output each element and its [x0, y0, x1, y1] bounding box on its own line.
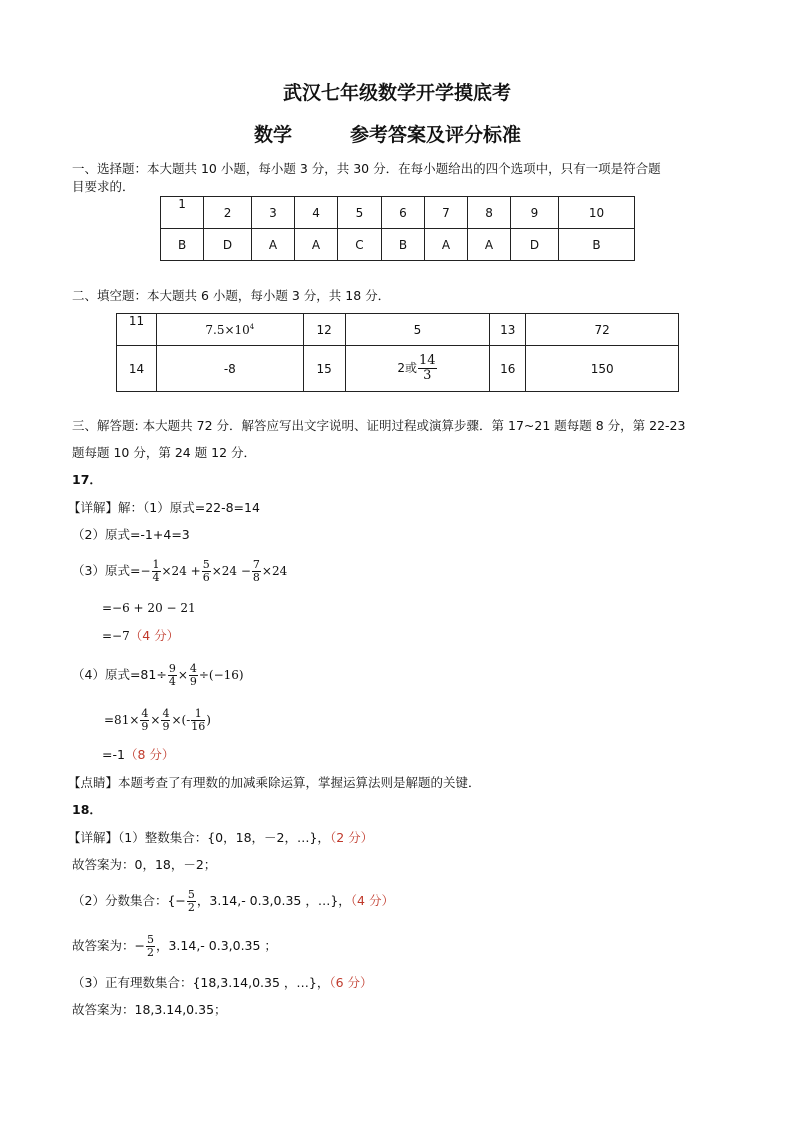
numerator: 9 — [168, 662, 176, 675]
answer-cell — [156, 314, 303, 346]
q18-part2-prefix: （2）分数集合：{− — [72, 893, 186, 908]
subtitle: 参考答案及评分标准 — [350, 124, 522, 146]
q-num: 10 — [558, 197, 634, 229]
answer-11-base: 7.5×10 — [205, 322, 250, 337]
q-num: 8 — [468, 197, 511, 229]
expr: ，3.14,- 0.3,0.35 ； — [155, 938, 277, 953]
expr: ÷(−16) — [198, 668, 244, 682]
expr: ×24 + — [161, 564, 201, 578]
q-num: 5 — [338, 197, 382, 229]
denominator: 9 — [189, 675, 197, 688]
q17-part1: 解：（1）原式=22-8=14 — [118, 500, 260, 515]
minus: − — [140, 564, 151, 578]
section3-intro-2: 题每题 10 分，第 24 题 12 分． — [72, 445, 257, 460]
subject-label: 数学 — [254, 124, 293, 146]
score-badge: （2 分） — [329, 830, 374, 845]
q-num: 16 — [490, 346, 526, 392]
fill-row-2 — [117, 346, 679, 392]
numerator: 5 — [202, 558, 210, 571]
denominator: 2 — [146, 946, 154, 959]
denominator: 2 — [187, 901, 195, 914]
choice-answer-table — [160, 196, 635, 261]
answer-cell: B — [161, 229, 204, 261]
q-num: 15 — [303, 346, 345, 392]
comment-text: 本题考查了有理数的加减乘除运算，掌握运算法则是解题的关键． — [118, 775, 481, 790]
q18-part3: （3）正有理数集合：{18,3.14,0.35 ，…}， — [72, 975, 330, 990]
fill-answer-table — [116, 313, 679, 392]
fraction — [161, 708, 170, 733]
answer-cell: 72 — [526, 314, 679, 346]
section1-intro-1: 一、选择题：本大题共 10 小题，每小题 3 分，共 30 分．在每小题给出的四个选项中，只有一项是符合题 — [72, 161, 661, 176]
q-num: 6 — [381, 197, 424, 229]
fraction — [146, 934, 155, 959]
answer-cell: B — [558, 229, 634, 261]
q17-part3-prefix: （3）原式= — [72, 563, 141, 578]
numerator: 5 — [187, 888, 195, 901]
fraction — [187, 889, 196, 914]
section2-intro: 二、填空题：本大题共 6 小题，每小题 3 分，共 18 分． — [72, 288, 391, 303]
denominator: 9 — [141, 720, 149, 733]
q18-line5 — [72, 974, 373, 992]
q17-line5 — [102, 627, 179, 645]
q18-line6: 故答案为：18,3.14,0.35； — [72, 1002, 227, 1017]
answer-cell — [345, 346, 490, 392]
answer-cell: A — [468, 229, 511, 261]
q17-comment — [68, 774, 481, 792]
fraction — [152, 559, 161, 584]
q-num: 7 — [424, 197, 467, 229]
q-num: 13 — [490, 314, 526, 346]
denominator: 8 — [252, 571, 260, 584]
answer-row — [161, 229, 635, 261]
comment-tag: 【点睛】 — [68, 775, 119, 790]
answer-cell: D — [511, 229, 559, 261]
q17-label: 17． — [72, 472, 102, 487]
numerator: 1 — [191, 708, 205, 721]
answer-cell: D — [204, 229, 252, 261]
score-badge: （4 分） — [129, 628, 180, 643]
result: =−7 — [102, 629, 130, 643]
question-number-row — [161, 197, 635, 229]
q18-line1 — [68, 829, 373, 847]
denominator: 9 — [162, 720, 170, 733]
answer-cell: -8 — [156, 346, 303, 392]
fill-row-1 — [117, 314, 679, 346]
section1-intro-2: 目要求的． — [72, 179, 135, 194]
numerator: 5 — [146, 933, 154, 946]
denominator: 3 — [423, 368, 432, 383]
fraction — [140, 708, 149, 733]
fraction — [191, 708, 205, 733]
score-badge: （8 分） — [124, 747, 175, 762]
expr: ，3.14,- 0.3,0.35 ，…}， — [196, 893, 351, 908]
detail-tag: 【详解】 — [68, 500, 119, 515]
q17-line1 — [68, 499, 260, 517]
q18-line4 — [72, 931, 277, 961]
numerator: 1 — [152, 558, 160, 571]
score-badge: （4 分） — [350, 893, 394, 908]
q-num: 3 — [251, 197, 294, 229]
denominator: 6 — [202, 571, 210, 584]
detail-tag: 【详解】 — [68, 830, 119, 845]
answer-11-exp: 4 — [249, 322, 255, 331]
expr: ×(- — [171, 713, 191, 727]
answer-cell: A — [251, 229, 294, 261]
denominator: 4 — [152, 571, 160, 584]
section3-intro-1: 三、解答题: 本大题共 72 分．解答应写出文字说明、证明过程或演算步骤．第 17~21 题每题 8 分，第 22-23 — [72, 418, 686, 433]
result: =-1 — [102, 747, 125, 762]
numerator: 4 — [162, 707, 170, 720]
q-num: 12 — [303, 314, 345, 346]
q18-line2: 故答案为：0，18，－2； — [72, 857, 217, 872]
q18-line3 — [72, 886, 394, 916]
q-num: 2 — [204, 197, 252, 229]
q17-line7 — [104, 705, 211, 735]
q17-part4-prefix: （4）原式=81÷ — [72, 667, 167, 682]
denominator: 4 — [168, 675, 176, 688]
expr: =81× — [104, 713, 140, 727]
q-num: 9 — [511, 197, 559, 229]
answer-cell: 150 — [526, 346, 679, 392]
fraction — [202, 559, 211, 584]
answer-cell: B — [381, 229, 424, 261]
answer-cell: 5 — [345, 314, 490, 346]
q-num: 11 — [117, 314, 157, 346]
score-badge: （6 分） — [329, 975, 373, 990]
answer-prefix: 故答案为：− — [72, 938, 145, 953]
answer-cell: A — [295, 229, 338, 261]
q17-line8 — [102, 746, 174, 764]
fraction — [252, 559, 261, 584]
expr: ) — [206, 713, 211, 727]
numerator: 4 — [141, 707, 149, 720]
expr: × — [150, 713, 161, 727]
q18-label: 18． — [72, 802, 102, 817]
page-title: 武汉七年级数学开学摸底考 — [282, 82, 511, 104]
expr: ×24 − — [211, 564, 251, 578]
q-num: 1 — [161, 197, 204, 229]
answer-cell: A — [424, 229, 467, 261]
numerator: 14 — [419, 353, 436, 368]
numerator: 7 — [252, 558, 260, 571]
q17-line3 — [72, 556, 287, 586]
denominator: 16 — [191, 720, 206, 733]
q18-part1: （1）整数集合：{0，18，－2，…}， — [118, 830, 330, 845]
expr: ×24 — [261, 564, 288, 578]
q17-line2: （2）原式=-1+4=3 — [72, 527, 190, 542]
q-num: 14 — [117, 346, 157, 392]
q-num: 4 — [295, 197, 338, 229]
numerator: 4 — [189, 662, 197, 675]
fraction — [418, 354, 437, 383]
answer-cell: C — [338, 229, 382, 261]
fraction — [189, 663, 198, 688]
fraction — [168, 663, 177, 688]
q17-line4: =−6 + 20 − 21 — [102, 601, 196, 615]
expr: × — [177, 668, 188, 682]
answer-15-prefix: 2或 — [397, 361, 418, 375]
q17-line6 — [72, 660, 244, 690]
